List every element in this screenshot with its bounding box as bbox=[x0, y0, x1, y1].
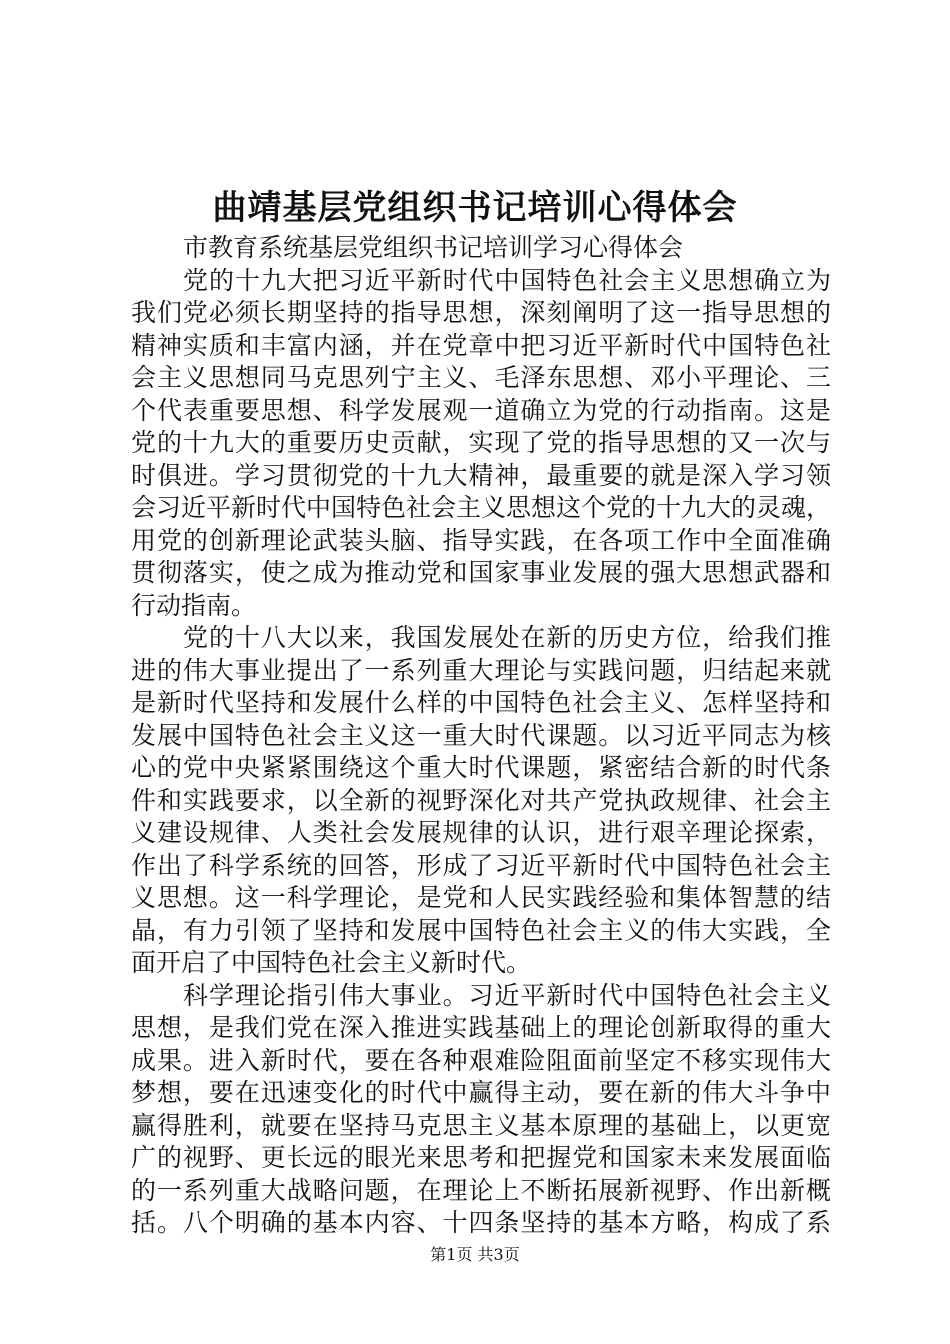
text-line: 赢得胜利，就要在坚持马克思主义基本原理的基础上，以更宽 bbox=[131, 1110, 831, 1140]
text-line: 成果。进入新时代，要在各种艰难险阻面前坚定不移实现伟大 bbox=[131, 1045, 831, 1075]
text-line: 党的十九大的重要历史贡献，实现了党的指导思想的又一次与 bbox=[131, 428, 831, 457]
text-line: 思想，是我们党在深入推进实践基础上的理论创新取得的重大 bbox=[131, 1013, 831, 1042]
document-title: 曲靖基层党组织书记培训心得体会 bbox=[212, 188, 738, 228]
text-line: 贯彻落实，使之成为推动党和国家事业发展的强大思想武器和 bbox=[131, 558, 831, 587]
text-line: 件和实践要求，以全新的视野深化对共产党执政规律、社会主 bbox=[131, 785, 831, 815]
text-line: 个代表重要思想、科学发展观一道确立为党的行动指南。这是 bbox=[131, 395, 831, 425]
subtitle-line: 市教育系统基层党组织书记培训学习心得体会 bbox=[183, 233, 684, 262]
text-line: 括。八个明确的基本内容、十四条坚持的基本方略，构成了系 bbox=[131, 1208, 831, 1237]
text-line: 会主义思想同马克思列宁主义、毛泽东思想、邓小平理论、三 bbox=[131, 363, 831, 392]
text-line: 梦想，要在迅速变化的时代中赢得主动，要在新的伟大斗争中 bbox=[131, 1078, 831, 1107]
text-line: 义思想。这一科学理论，是党和人民实践经验和集体智慧的结 bbox=[131, 883, 831, 912]
text-line: 精神实质和丰富内涵，并在党章中把习近平新时代中国特色社 bbox=[131, 330, 831, 360]
text-line: 会习近平新时代中国特色社会主义思想这个党的十九大的灵魂， bbox=[131, 493, 832, 522]
text-line: 党的十八大以来，我国发展处在新的历史方位，给我们推 bbox=[183, 623, 831, 652]
text-line: 时俱进。学习贯彻党的十九大精神，最重要的就是深入学习领 bbox=[131, 460, 831, 490]
text-line: 的一系列重大战略问题，在理论上不断拓展新视野、作出新概 bbox=[131, 1175, 831, 1205]
page-footer: 第1页 共3页 bbox=[430, 1245, 520, 1264]
text-line: 科学理论指引伟大事业。习近平新时代中国特色社会主义 bbox=[183, 980, 831, 1010]
text-line: 是新时代坚持和发展什么样的中国特色社会主义、怎样坚持和 bbox=[131, 688, 831, 717]
text-line: 晶，有力引领了坚持和发展中国特色社会主义的伟大实践，全 bbox=[131, 915, 831, 945]
text-line: 发展中国特色社会主义这一重大时代课题。以习近平同志为核 bbox=[131, 720, 831, 750]
text-line: 心的党中央紧紧围绕这个重大时代课题，紧密结合新的时代条 bbox=[131, 753, 831, 782]
text-line: 我们党必须长期坚持的指导思想，深刻阐明了这一指导思想的 bbox=[131, 298, 831, 327]
text-line: 党的十九大把习近平新时代中国特色社会主义思想确立为 bbox=[183, 265, 831, 295]
text-line: 义建设规律、人类社会发展规律的认识，进行艰辛理论探索， bbox=[131, 818, 831, 847]
text-line: 进的伟大事业提出了一系列重大理论与实践问题，归结起来就 bbox=[131, 655, 831, 685]
document-body bbox=[131, 232, 831, 1240]
text-line: 面开启了中国特色社会主义新时代。 bbox=[131, 948, 532, 977]
text-line: 广的视野、更长远的眼光来思考和把握党和国家未来发展面临 bbox=[131, 1143, 831, 1172]
text-line: 行动指南。 bbox=[131, 590, 257, 620]
text-line: 作出了科学系统的回答，形成了习近平新时代中国特色社会主 bbox=[131, 850, 831, 880]
text-line: 用党的创新理论武装头脑、指导实践，在各项工作中全面准确 bbox=[131, 525, 831, 555]
